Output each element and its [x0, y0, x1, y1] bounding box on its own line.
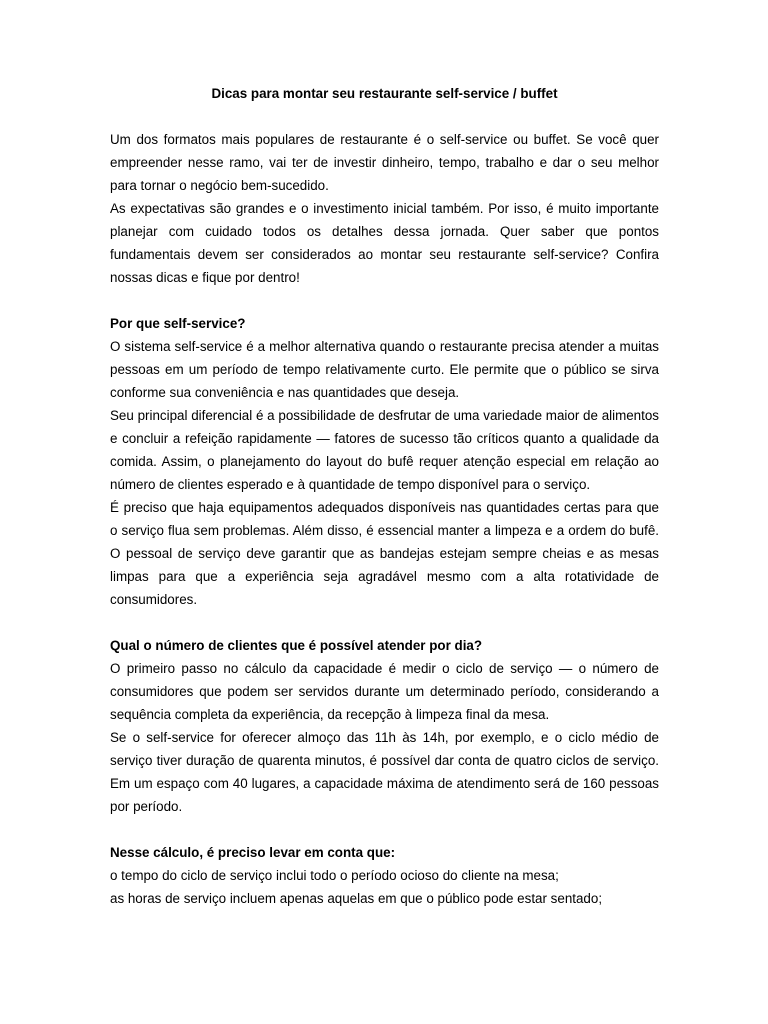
- section-paragraph: o tempo do ciclo de serviço inclui todo o período ocioso do cliente na mesa;: [110, 868, 559, 883]
- section-paragraph: O sistema self-service é a melhor alternativa quando o restaurante precisa atender a muitas pessoas em um período de tempo relativamente curto. Ele permite que o público se sirva conforme sua conveniência e nas quantidades que deseja.: [110, 339, 659, 400]
- intro-paragraph: Um dos formatos mais populares de restaurante é o self-service ou buffet. Se você quer empreender nesse ramo, vai ter de investir dinheiro, tempo, trabalho e dar o seu melhor para tornar o negócio bem-sucedido.: [110, 132, 659, 193]
- section-paragraph: Se o self-service for oferecer almoço das 11h às 14h, por exemplo, e o ciclo médio de serviço tiver duração de quarenta minutos, é possível dar conta de quatro ciclos de serviço. Em um espaço com 40 lugares, a capacidade máxima de atendimento será de 160 pessoas por período.: [110, 730, 659, 814]
- section-customers-per-day: [110, 634, 659, 818]
- intro-section: [110, 128, 659, 289]
- section-paragraph: Seu principal diferencial é a possibilidade de desfrutar de uma variedade maior de alimentos e concluir a refeição rapidamente — fatores de sucesso tão críticos quanto a qualidade da comida. Assim, o planejamento do layout do bufê requer atenção especial em relação ao número de clientes esperado e à quantidade de tempo disponível para o serviço.: [110, 408, 659, 492]
- section-heading: Nesse cálculo, é preciso levar em conta que:: [110, 845, 396, 860]
- section-paragraph: as horas de serviço incluem apenas aquelas em que o público pode estar sentado;: [110, 891, 603, 906]
- section-heading: Qual o número de clientes que é possível atender por dia?: [110, 638, 483, 653]
- section-why-self-service: [110, 312, 659, 611]
- section-paragraph: É preciso que haja equipamentos adequados disponíveis nas quantidades certas para que o serviço flua sem problemas. Além disso, é essencial manter a limpeza e a ordem do bufê. O pessoal de serviço deve garantir que as bandejas estejam sempre cheias e as mesas limpas para que a experiência seja agradável mesmo com a alta rotatividade de consumidores.: [110, 500, 659, 607]
- intro-paragraph: As expectativas são grandes e o investimento inicial também. Por isso, é muito importante planejar com cuidado todos os detalhes dessa jornada. Quer saber que pontos fundamentais devem ser considerados ao montar seu restaurante self-service? Confira nossas dicas e fique por dentro!: [110, 201, 659, 285]
- document-title: Dicas para montar seu restaurante self-service / buffet: [211, 86, 558, 101]
- document-page: [110, 82, 659, 933]
- section-paragraph: O primeiro passo no cálculo da capacidade é medir o ciclo de serviço — o número de consumidores que podem ser servidos durante um determinado período, considerando a sequência completa da experiência, da recepção à limpeza final da mesa.: [110, 661, 659, 722]
- section-heading: Por que self-service?: [110, 316, 246, 331]
- section-calculation-notes: [110, 841, 659, 910]
